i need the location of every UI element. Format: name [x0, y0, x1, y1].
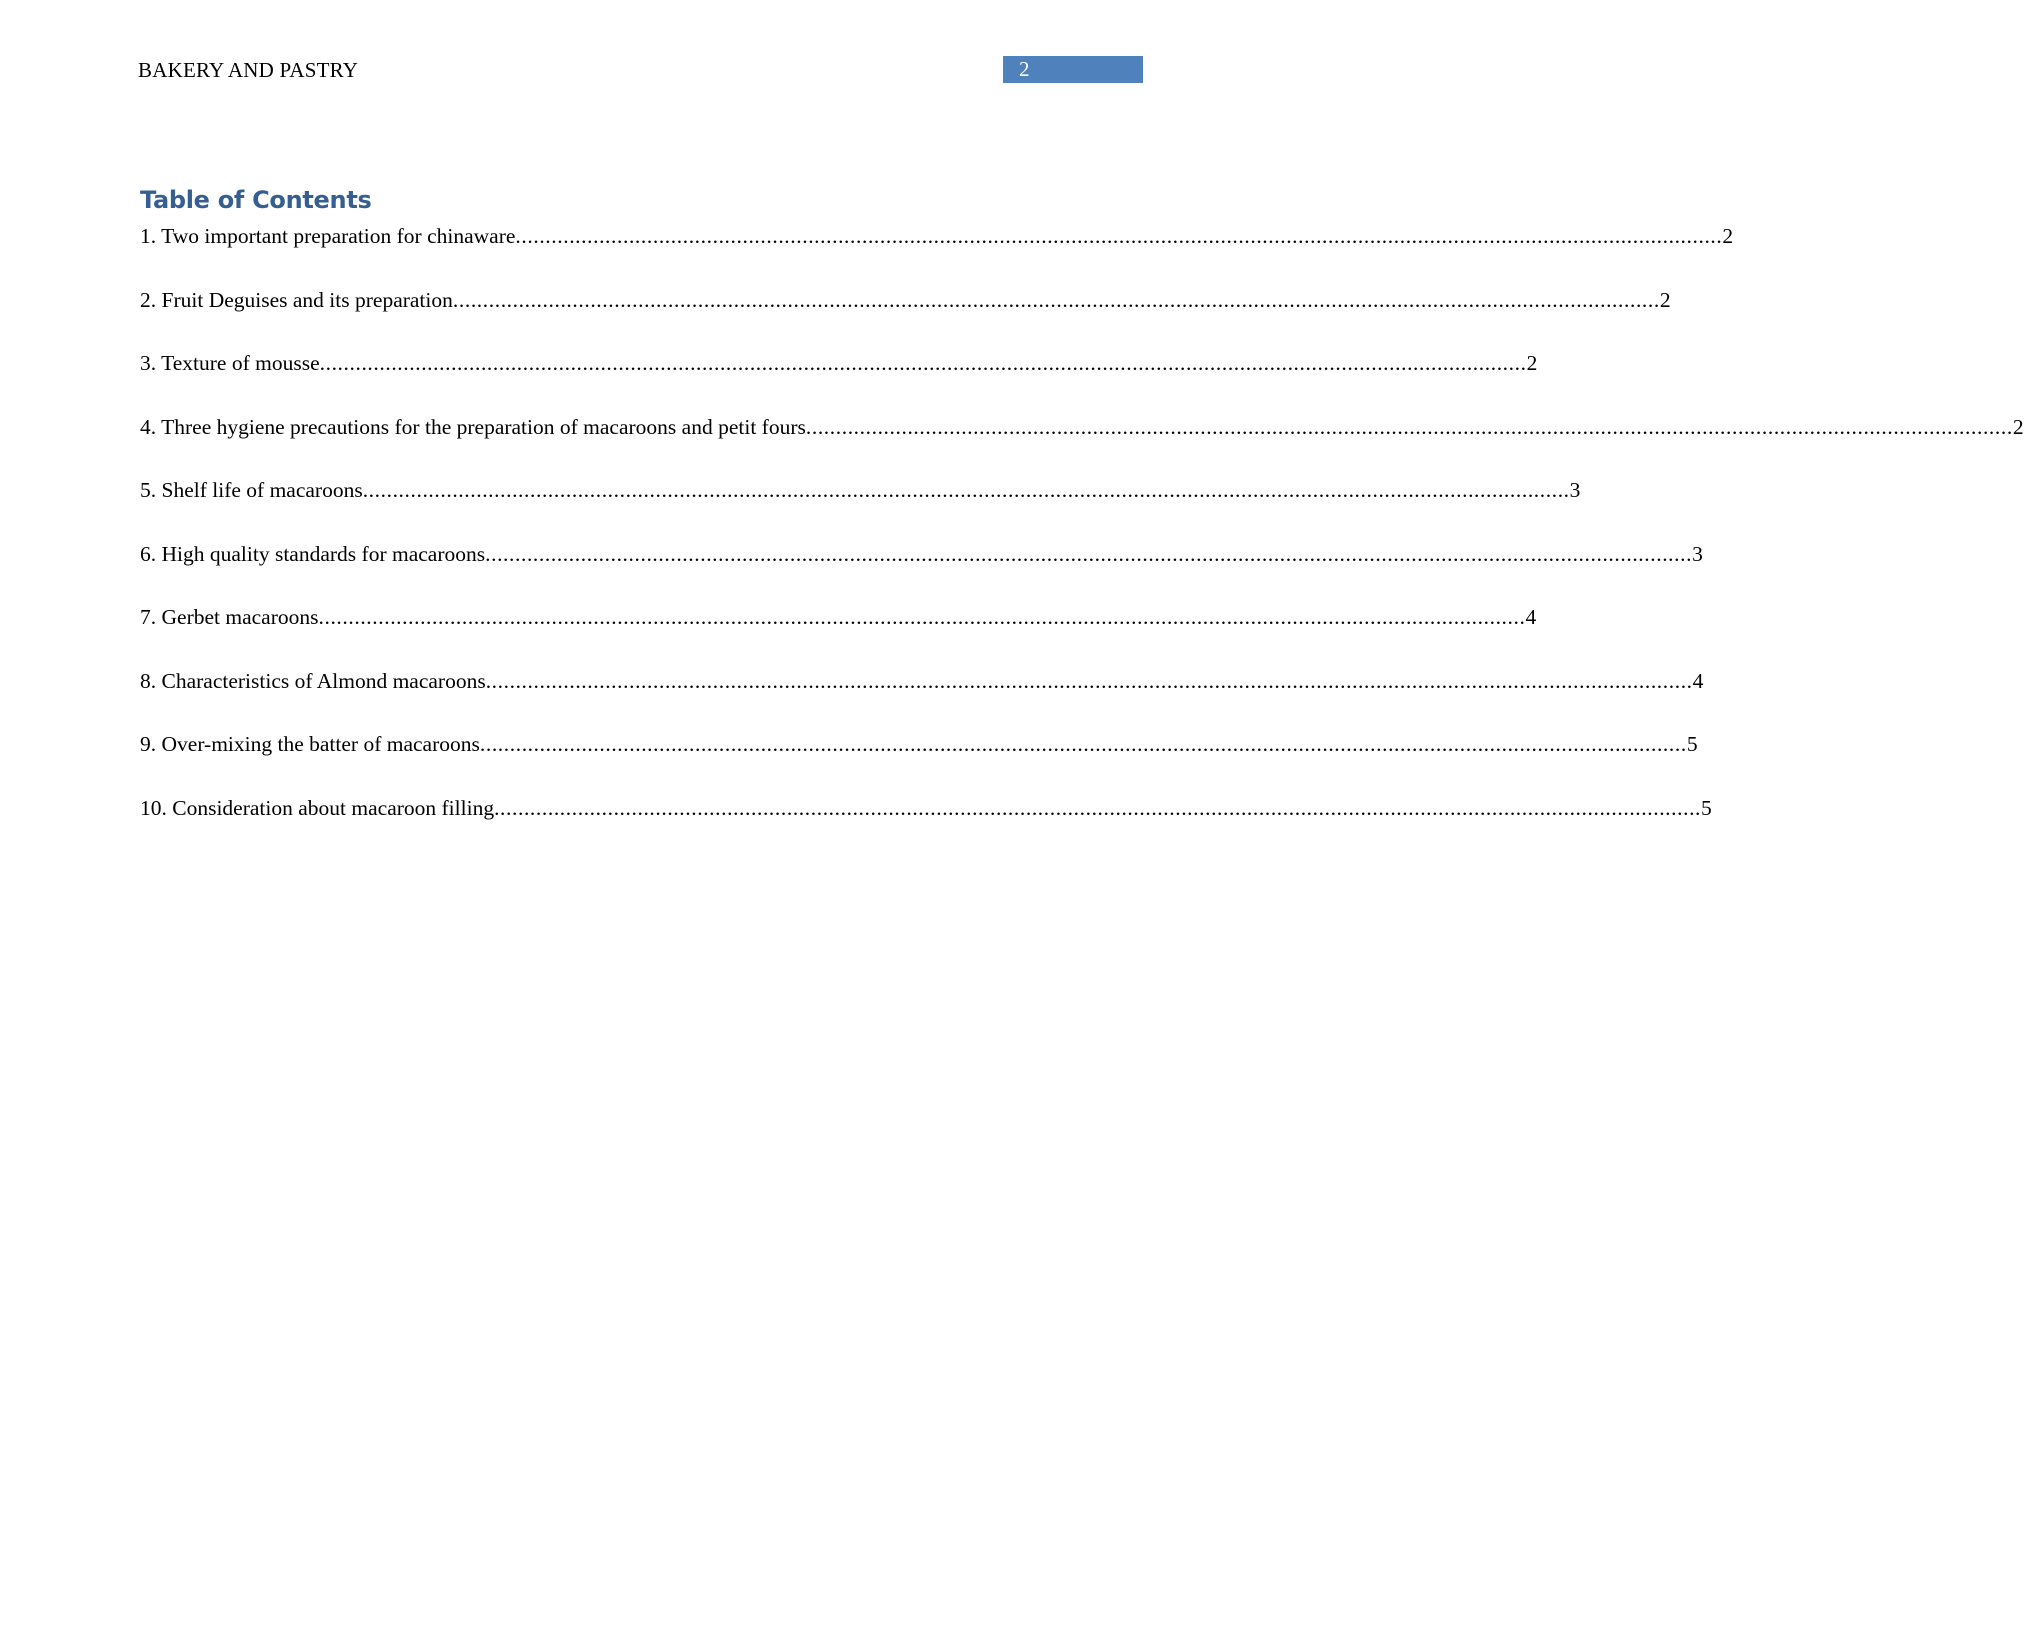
toc-heading: Table of Contents — [140, 186, 372, 214]
toc-entry-title: 10. Consideration about macaroon filling — [140, 795, 495, 820]
toc-dot-leader: .......................................................................................................................................................................................................... — [805, 414, 2013, 439]
toc-entry-page: 2 — [1526, 351, 1538, 375]
toc-entry-page: 4 — [1692, 668, 1704, 693]
toc-dot-leader: .......................................................................................................................................................................................................... — [452, 287, 1660, 312]
toc-entry-4[interactable] — [140, 413, 2024, 477]
toc-dot-leader: .......................................................................................................................................................................................................... — [318, 605, 1526, 629]
toc-entry-3[interactable] — [140, 349, 1538, 413]
toc-entry-1[interactable] — [140, 222, 1734, 286]
toc-entry-title: 7. Gerbet macaroons — [140, 605, 319, 629]
toc-entry-page: 5 — [1686, 732, 1698, 756]
toc-entry-5[interactable] — [140, 476, 1581, 540]
toc-dot-leader: .......................................................................................................................................................................................................... — [485, 668, 1693, 693]
toc-entry-8[interactable] — [140, 667, 1704, 731]
toc-list — [140, 222, 2024, 857]
toc-entry-page: 3 — [1692, 541, 1703, 566]
toc-entry-title: 6. High quality standards for macaroons — [140, 541, 486, 566]
toc-entry-2[interactable] — [140, 286, 1671, 350]
toc-entry-page: 4 — [1525, 605, 1537, 629]
toc-dot-leader: .......................................................................................................................................................................................................... — [494, 795, 1702, 820]
toc-entry-6[interactable] — [140, 540, 1703, 604]
page-number-box — [1003, 56, 1143, 83]
toc-entry-title: 8. Characteristics of Almond macaroons — [140, 668, 486, 693]
toc-entry-7[interactable] — [140, 603, 1537, 667]
toc-entry-9[interactable] — [140, 730, 1698, 794]
toc-dot-leader: .......................................................................................................................................................................................................... — [515, 224, 1723, 248]
toc-entry-title: 1. Two important preparation for chinaware — [140, 224, 516, 248]
toc-entry-page: 2 — [1659, 287, 1671, 312]
running-head: BAKERY AND PASTRY — [138, 58, 359, 82]
toc-dot-leader: .......................................................................................................................................................................................................... — [319, 351, 1527, 375]
toc-entry-title: 9. Over-mixing the batter of macaroons — [140, 732, 480, 756]
toc-dot-leader: .......................................................................................................................................................................................................... — [485, 541, 1693, 566]
toc-entry-page: 5 — [1701, 795, 1712, 820]
page-number: 2 — [1019, 57, 1030, 81]
toc-dot-leader: .......................................................................................................................................................................................................... — [479, 732, 1687, 756]
toc-entry-10[interactable] — [140, 794, 1712, 858]
toc-entry-page: 3 — [1569, 478, 1581, 502]
toc-entry-title: 3. Texture of mousse — [140, 351, 320, 375]
toc-dot-leader: .......................................................................................................................................................................................................... — [362, 478, 1570, 502]
toc-entry-page: 2 — [2012, 414, 2024, 439]
toc-entry-title: 5. Shelf life of macaroons — [140, 478, 363, 502]
toc-entry-page: 2 — [1722, 224, 1734, 248]
toc-entry-title: 2. Fruit Deguises and its preparation — [140, 287, 453, 312]
toc-entry-title: 4. Three hygiene precautions for the preparation of macaroons and petit fours — [140, 414, 806, 439]
